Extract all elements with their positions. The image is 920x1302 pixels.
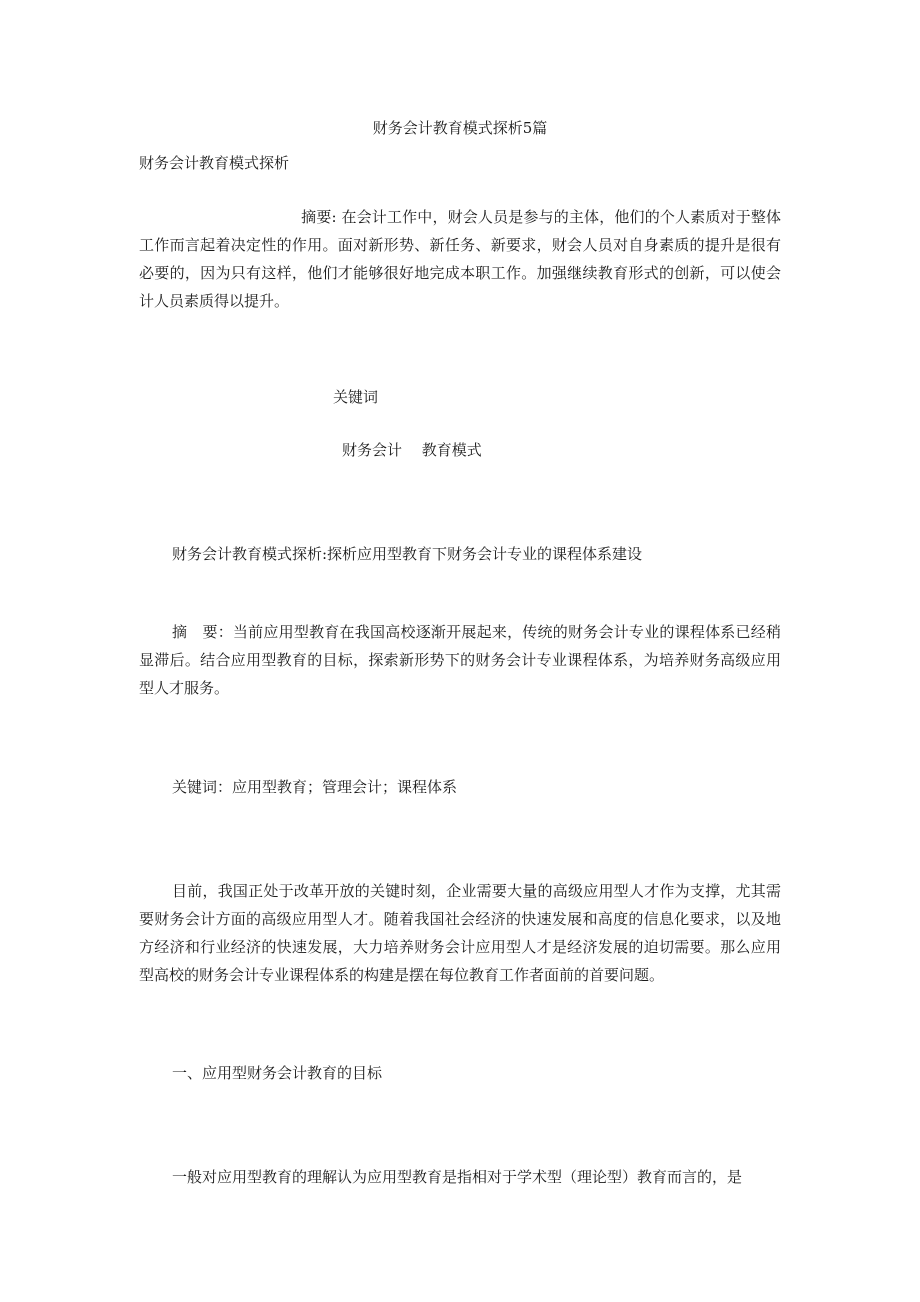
keywords-2: 关键词：应用型教育；管理会计；课程体系 [172,778,458,796]
article-title: 财务会计教育模式探析:探析应用型教育下财务会计专业的课程体系建设 [172,545,643,563]
abstract-1-text: 整体工作而言起着决定性的作用。面对新形势、新任务、新要求，财会人员对自身素质的提升是很有必要的，因为只有这样，他们才能够很好地完成本职工作。加强继续教育形式的创新，可以使会计人员素质得以提升。 [139,208,781,310]
keywords-1-values: 财务会计 教育模式 [342,441,482,459]
section-title: 财务会计教育模式探析 [139,154,290,172]
keywords-1-label: 关键词 [333,388,379,406]
document-title: 财务会计教育模式探析5篇 [372,119,548,137]
abstract-2: 摘 要：当前应用型教育在我国高校逐渐开展起来，传统的财务会计专业的课程体系已经稍显滞后。结合应用型教育的目标，探索新形势下的财务会计专业课程体系，为培养财务高级应用型人才服务。 [139,623,781,697]
body-paragraph-2: 一般对应用型教育的理解认为应用型教育是指相对于学术型（理论型）教育而言的，是 [172,1168,743,1186]
abstract-1-first-line: 在会计工作中，财会人员是参与的主体，他们的个人素质对于 [336,208,751,226]
body-paragraph-1: 目前，我国正处于改革开放的关键时刻，企业需要大量的高级应用型人才作为支撑，尤其需要财务会计方面的高级应用型人才。随着我国社会经济的快速发展和高度的信息化要求，以及地方经济和行业经济的快速发展，大力培养财务会计应用型人才是经济发展的迫切需要。那么应用型高校的财务会计专业课程体系的构建是摆在每位教育工作者面前的首要问题。 [139,882,781,984]
section-heading-1: 一、应用型财务会计教育的目标 [172,1064,383,1082]
abstract-1 [139,203,781,315]
abstract-1-label: 摘要: [301,208,337,226]
